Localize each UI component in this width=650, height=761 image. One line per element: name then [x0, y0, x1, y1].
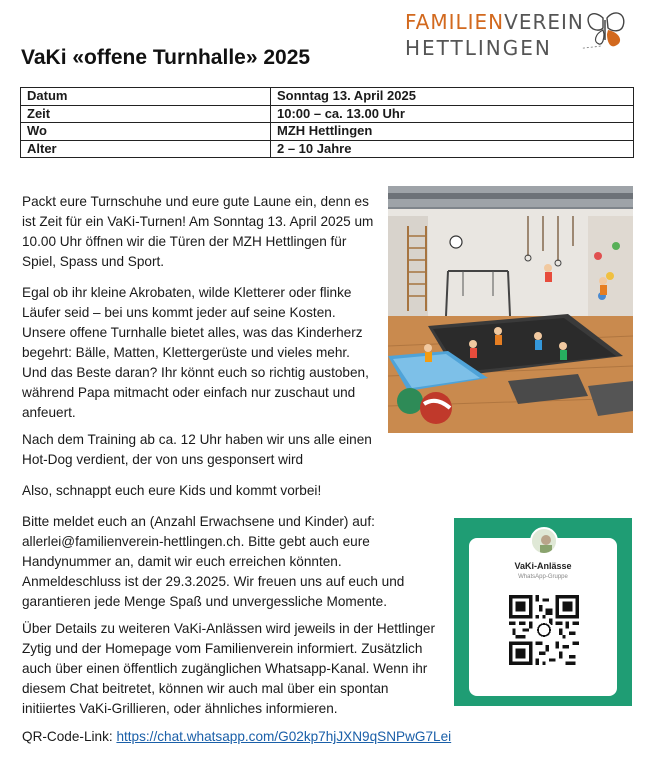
page-title: VaKi «offene Turnhalle» 2025 — [21, 46, 311, 69]
paragraph-registration: Bitte meldet euch an (Anzahl Erwachsene und Kinder) auf: allerlei@familienverein-hettlingen.ch. Bitte gebt auch eure Handynummer an, damit wir euch erreichen könnten. Anmeldeschluss ist der 29.3.2025. Wir freuen uns auf euch und garantieren jede Menge Spaß und unvergessliche Momente. — [22, 514, 405, 609]
table-cell-label: Alter — [21, 140, 271, 158]
whatsapp-group-card — [469, 538, 617, 696]
table-cell-label: Wo — [21, 123, 271, 141]
table-cell-value: 10:00 – ca. 13.00 Uhr — [271, 105, 634, 123]
whatsapp-chat-link[interactable]: https://chat.whatsapp.com/G02kp7hjJXN9qSNPwG7Lei — [116, 729, 452, 744]
logo-line-2: HETTLINGEN — [405, 36, 552, 60]
paragraph-intro: Packt eure Turnschuhe und eure gute Laune ein, denn es ist Zeit für ein VaKi-Turnen! Am Sonntag 13. April 2025 um 10.00 Uhr öffnen wir die Türen der MZH Hettlingen für Spiel, Spass und Sport. — [22, 194, 374, 269]
logo-line-1: FAMILIENVEREIN — [405, 10, 584, 34]
table-cell-value: Sonntag 13. April 2025 — [271, 88, 634, 106]
table-cell-value: 2 – 10 Jahre — [271, 140, 634, 158]
group-avatar — [530, 527, 558, 555]
table-row — [21, 123, 634, 141]
qr-code-icon[interactable] — [509, 595, 579, 665]
familienverein-logo — [405, 10, 635, 66]
whatsapp-qr-panel — [454, 518, 632, 706]
butterfly-icon — [581, 10, 631, 54]
paragraph-activities: Egal ob ihr kleine Akrobaten, wilde Kletterer oder flinke Läufer seid – bei uns kommt jeder auf seine Kosten. Unsere offene Turnhalle bietet alles, was das Kinderherz begehrt: Bälle, Matten, Klettergerüste und vieles mehr. Und das Beste daran? Ihr könnt euch so richtig austoben, während Papa mitmacht oder einfach nur zuschaut und anfeuert. — [22, 285, 369, 420]
table-row — [21, 88, 634, 106]
paragraph-hotdog: Nach dem Training ab ca. 12 Uhr haben wir uns alle einen Hot-Dog verdient, der von uns gesponsert wird — [22, 432, 372, 467]
table-row — [21, 140, 634, 158]
paragraph-invite: Also, schnappt euch eure Kids und kommt vorbei! — [22, 483, 322, 498]
table-cell-label: Datum — [21, 88, 271, 106]
table-row — [21, 105, 634, 123]
paragraph-whatsapp-info: Über Details zu weiteren VaKi-Anlässen wird jeweils in der Hettlinger Zytig und der Homepage vom Familienverein informiert. Zusätzlich auch über einen öffentlich zugänglichen Whatsapp-Kanal. Wenn ihr diesem Chat beitretet, können wir auch mal über ein spontan initiiertes VaKi-Grillieren, oder ähnliches informieren. — [22, 621, 436, 716]
gym-illustration — [388, 186, 633, 433]
qr-link-label: QR-Code-Link: — [22, 729, 117, 744]
qr-link-line — [22, 727, 582, 747]
group-name: VaKi-Anlässe — [514, 561, 572, 571]
table-cell-value: MZH Hettlingen — [271, 123, 634, 141]
table-cell-label: Zeit — [21, 105, 271, 123]
group-subtitle: WhatsApp-Gruppe — [518, 574, 568, 580]
event-info-table — [20, 87, 634, 158]
